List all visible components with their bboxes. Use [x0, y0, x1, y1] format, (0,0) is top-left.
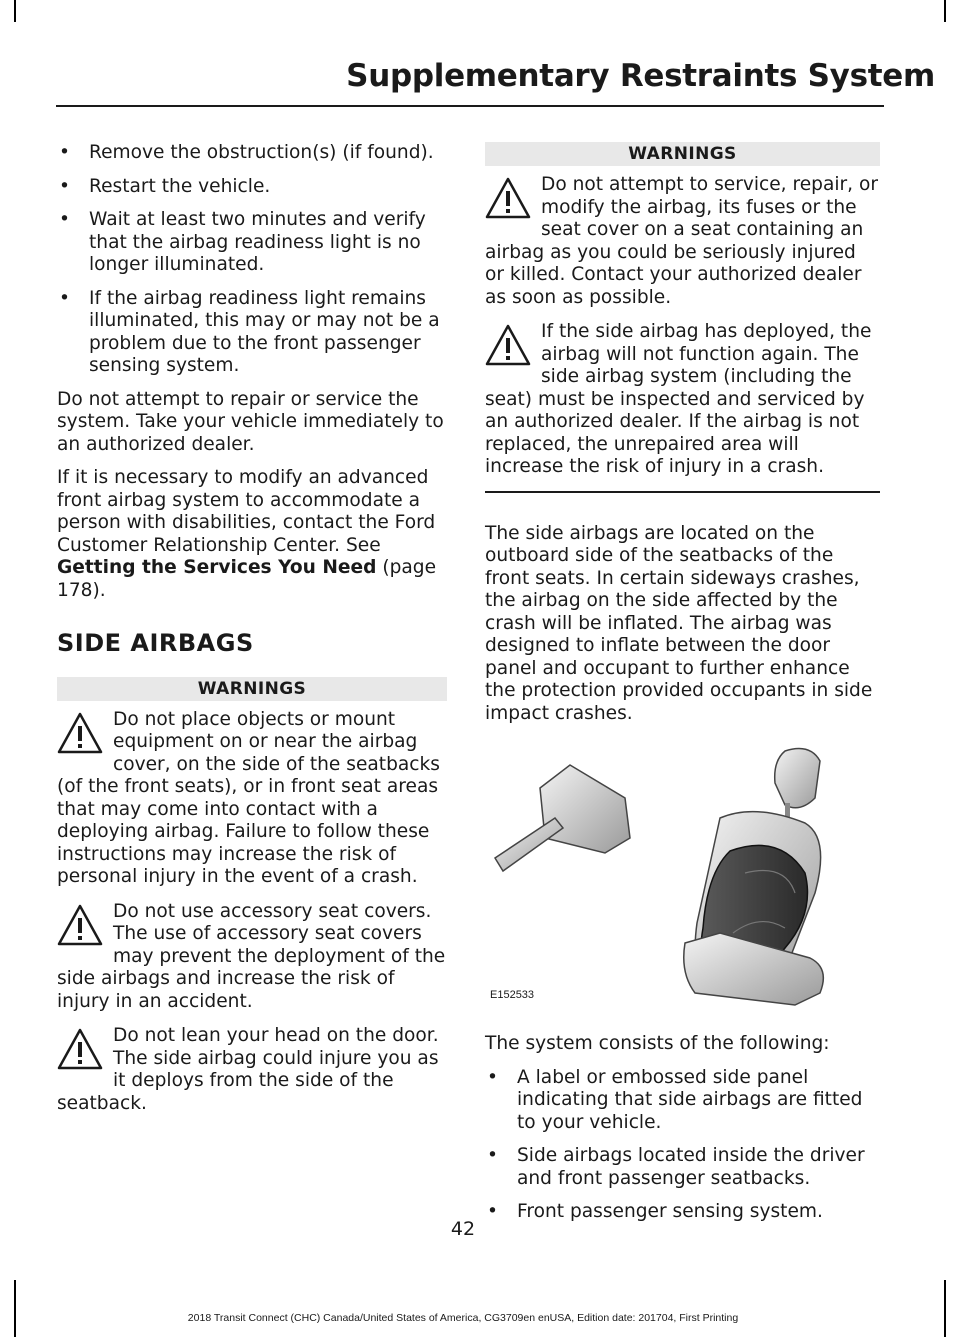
paragraph: [57, 467, 447, 602]
crop-mark: [14, 0, 16, 22]
warning-item: [485, 174, 880, 309]
warning-text: Do not use accessory seat covers. The use of accessory seat covers may prevent the deployment of the side airbags and increase the risk of injury in an accident.: [57, 900, 446, 1012]
warning-text: Do not place objects or mount equipment on or near the airbag cover, on the side of the seatbacks (of the front seats), or in front seat areas that may come into contact with a deploying airbag. Failure to follow these instructions may increase the risk of personal injury in the event of a crash.: [57, 708, 440, 887]
right-column: [485, 142, 880, 1235]
warning-item: [57, 901, 447, 1014]
list-item-text: Wait at least two minutes and verify that the airbag readiness light is no longer illuminated.: [89, 209, 426, 275]
headrest: [775, 749, 820, 808]
bullet-dot: •: [487, 1066, 498, 1088]
warning-text: Do not lean your head on the door. The side airbag could injure you as it deploys from the side of the seatback.: [57, 1025, 439, 1114]
paragraph: The system consists of the following:: [485, 1033, 830, 1054]
warning-triangle-icon: [485, 176, 531, 220]
bullet-dot: •: [487, 1145, 498, 1166]
warnings-header: WARNINGS: [485, 142, 880, 166]
page-number: 42: [450, 1218, 476, 1240]
warning-text: Do not attempt to service, repair, or modify the airbag, its fuses or the seat cover on a seat containing an airbag as you could be seriously injured or killed. Contact your authorized dealer as soon as possible.: [485, 174, 879, 308]
cross-reference-link[interactable]: Getting the Services You Need: [57, 557, 377, 578]
bullet-dot: •: [59, 142, 70, 163]
list-item: [57, 209, 447, 277]
title-rule: [56, 105, 884, 107]
page-title: Supplementary Restraints System: [346, 58, 935, 94]
footer-edition-info: 2018 Transit Connect (CHC) Canada/United States of America, CG3709en enUSA, Edition date: 201704, First Printing: [187, 1312, 739, 1324]
mirror-arm: [495, 818, 563, 871]
warning-item: [57, 709, 447, 889]
seat-airbag-illustration: [485, 743, 875, 1013]
warning-triangle-icon: [485, 323, 531, 367]
list-item: [57, 288, 447, 378]
paragraph: Do not attempt to repair or service the system. Take your vehicle immediately to an authorized dealer.: [57, 388, 444, 455]
bullet-dot: •: [59, 287, 70, 309]
warnings-end-rule: [485, 491, 880, 493]
crop-mark: [944, 0, 946, 22]
paragraph-text: If it is necessary to modify an advanced front airbag system to accommodate a person with disabilities, contact the Ford Customer Relationship Center. See: [57, 467, 436, 556]
warning-item: [485, 321, 880, 479]
bullet-dot: •: [59, 175, 70, 197]
list-item-text: Restart the vehicle.: [89, 175, 271, 197]
list-item-text: Side airbags located inside the driver and front passenger seatbacks.: [517, 1145, 865, 1189]
warnings-header: WARNINGS: [57, 677, 447, 701]
paragraph: The side airbags are located on the outboard side of the seatbacks of the front seats. In certain sideways crashes, the airbag on the side affected by the crash will be inflated. The airbag was designed to inflate between the door panel and occupant to further enhance the protection provided occupants in side impact crashes.: [485, 522, 873, 724]
warning-triangle-icon: [57, 711, 103, 755]
list-item: [57, 142, 447, 165]
list-item-text: If the airbag readiness light remains illuminated, this may or may not be a problem due to the front passenger sensing system.: [89, 287, 440, 376]
seat-illustration: [485, 743, 875, 1013]
list-item: [57, 176, 447, 199]
page-reference: (page 178).: [57, 557, 437, 601]
list-item-text: A label or embossed side panel indicating that side airbags are fitted to your vehicle.: [517, 1066, 863, 1133]
section-heading: SIDE AIRBAGS: [57, 629, 254, 657]
list-item-text: Remove the obstruction(s) (if found).: [89, 142, 434, 163]
crop-mark: [944, 1280, 946, 1337]
list-item-text: Front passenger sensing system.: [517, 1201, 823, 1222]
mirror-shape: [540, 765, 630, 853]
bullet-dot: •: [487, 1201, 498, 1222]
warning-triangle-icon: [57, 903, 103, 947]
warning-item: [57, 1025, 447, 1115]
figure-code: E152533: [490, 989, 535, 1001]
warning-triangle-icon: [57, 1027, 103, 1071]
warning-text: If the side airbag has deployed, the airbag will not function again. The side airbag system (including the seat) must be inspected and serviced by an authorized dealer. If the airbag is not replaced, the unrepaired area will increase the risk of injury in a crash.: [485, 321, 872, 477]
list-item: [485, 1067, 880, 1135]
list-item: [485, 1145, 880, 1190]
crop-mark: [14, 1280, 16, 1337]
bullet-dot: •: [59, 209, 70, 230]
seat-cushion: [684, 933, 824, 1005]
left-column: [57, 142, 447, 1127]
